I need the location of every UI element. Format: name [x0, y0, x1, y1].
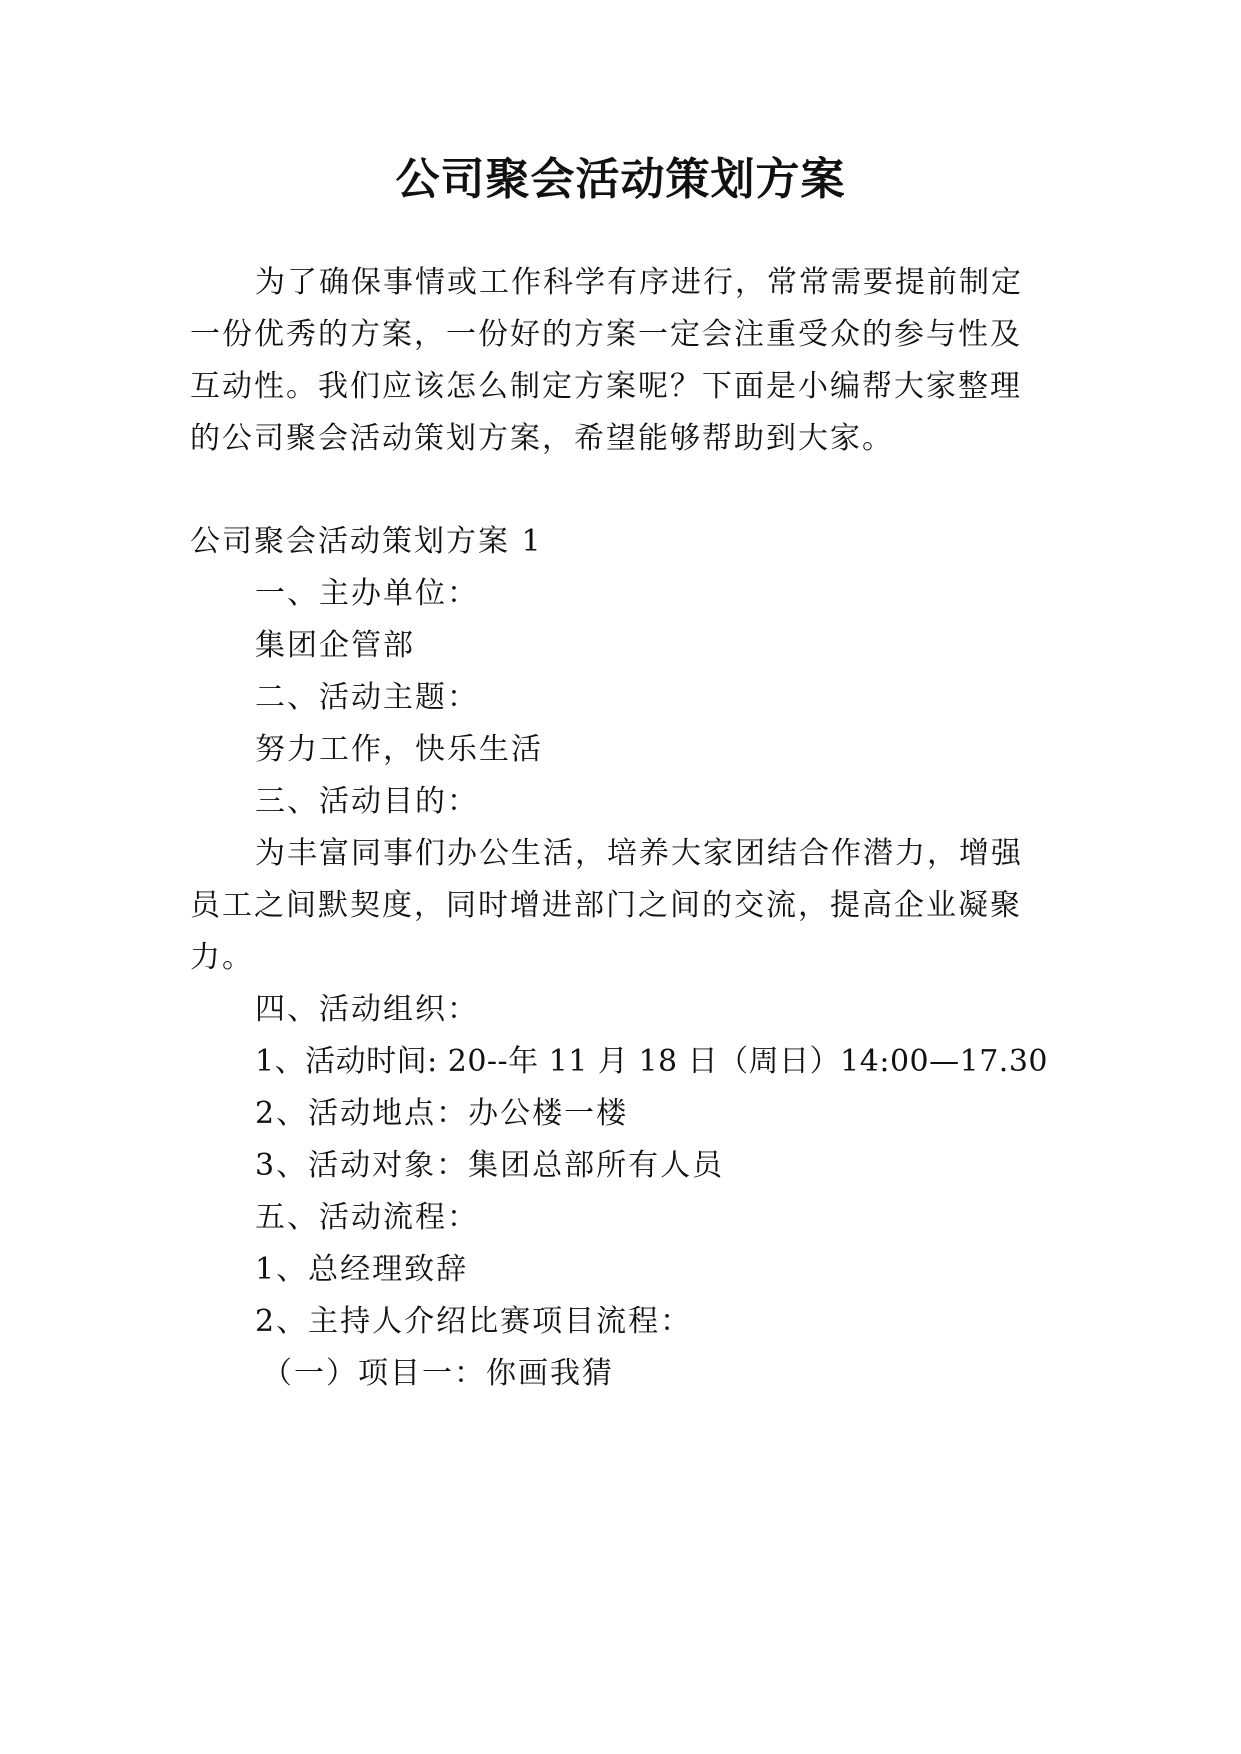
organization-item-location: 2、活动地点：办公楼一楼 — [255, 1096, 629, 1131]
purpose-line-2: 员工之间默契度，同时增进部门之间的交流，提高企业凝聚 — [190, 888, 1022, 923]
purpose-line-1: 为丰富同事们办公生活，培养大家团结合作潜力，增强 — [255, 836, 1023, 871]
intro-line-2: 一份优秀的方案，一份好的方案一定会注重受众的参与性及 — [190, 317, 1022, 352]
theme-value: 努力工作，快乐生活 — [255, 732, 543, 767]
organization-item-audience: 3、活动对象：集团总部所有人员 — [255, 1148, 725, 1183]
organization-heading: 四、活动组织： — [255, 992, 479, 1027]
flow-item-1: 1、总经理致辞 — [255, 1252, 469, 1287]
organizer-value: 集团企管部 — [255, 628, 415, 663]
purpose-heading: 三、活动目的： — [255, 784, 479, 819]
project-one: （一）项目一：你画我猜 — [262, 1356, 614, 1391]
document-title: 公司聚会活动策划方案 — [395, 154, 846, 205]
organizer-heading: 一、主办单位： — [255, 576, 479, 611]
purpose-line-3: 力。 — [190, 940, 254, 975]
flow-heading: 五、活动流程： — [255, 1200, 479, 1235]
intro-line-1: 为了确保事情或工作科学有序进行，常常需要提前制定 — [255, 265, 1023, 300]
section-heading: 公司聚会活动策划方案 1 — [190, 524, 543, 559]
theme-heading: 二、活动主题： — [255, 680, 479, 715]
intro-line-4: 的公司聚会活动策划方案，希望能够帮助到大家。 — [190, 421, 894, 456]
flow-item-2: 2、主持人介绍比赛项目流程： — [255, 1304, 693, 1339]
intro-line-3: 互动性。我们应该怎么制定方案呢？下面是小编帮大家整理 — [190, 369, 1022, 404]
organization-item-time: 1、活动时间: 20--年 11 月 18 日（周日）14:00—17.30 — [255, 1044, 1049, 1079]
